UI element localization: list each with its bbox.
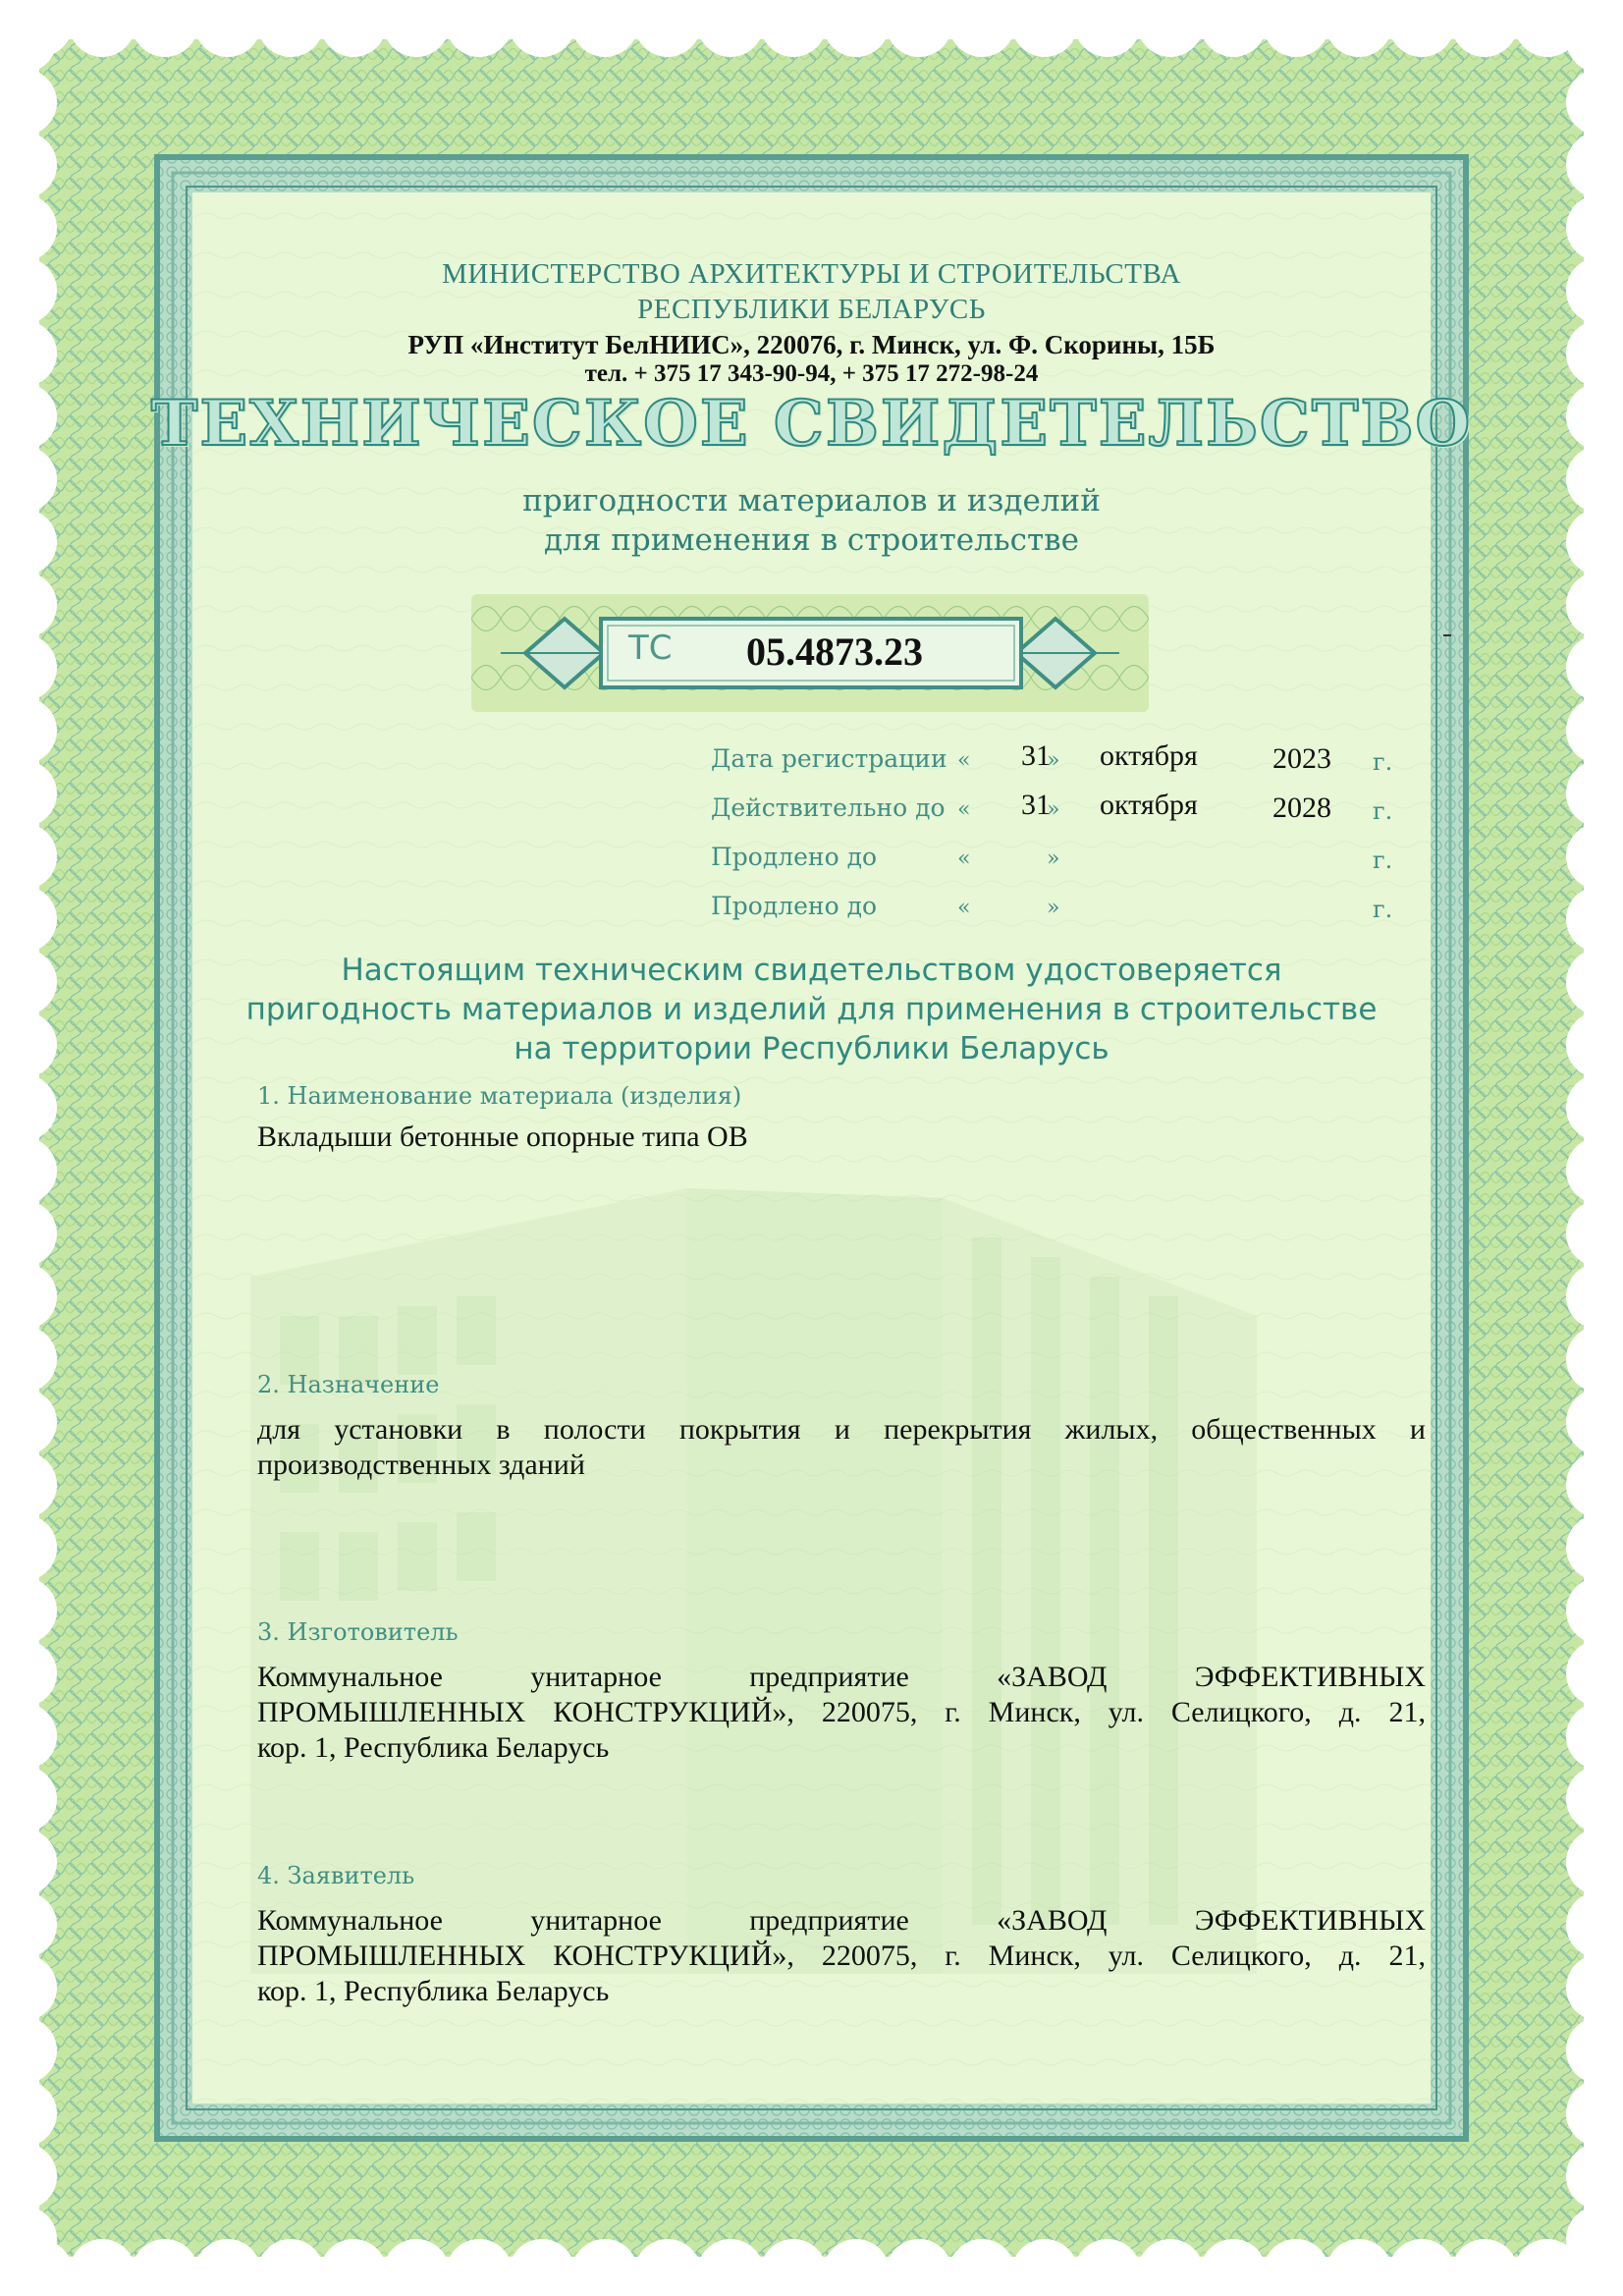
- reg-month: октября: [1100, 789, 1198, 821]
- ministry-line-1: МИНИСТЕРСТВО АРХИТЕКТУРЫ И СТРОИТЕЛЬСТВА: [442, 258, 1181, 290]
- section-text-line: ПРОМЫШЛЕННЫХ КОНСТРУКЦИЙ», 220075, г. Минск, ул. Селицкого, д. 21,: [257, 1940, 1426, 1972]
- reg-month: октября: [1100, 739, 1198, 772]
- section-label: 3. Изготовитель: [257, 1618, 459, 1646]
- year-suffix: г.: [1373, 896, 1393, 923]
- section-label: 2. Назначение: [257, 1371, 440, 1398]
- section-label: 1. Наименование материала (изделия): [257, 1082, 742, 1110]
- institute-phones: тел. + 375 17 343-90-94, + 375 17 272-98-24: [584, 360, 1039, 387]
- section-label: 4. Заявитель: [257, 1862, 415, 1889]
- subtitle-line-1: пригодности материалов и изделий: [522, 483, 1101, 519]
- section-text-line: производственных зданий: [257, 1449, 585, 1481]
- open-quote: «: [957, 896, 971, 920]
- subtitle-line-2: для применения в строительстве: [544, 522, 1079, 558]
- open-quote: «: [957, 847, 971, 871]
- open-quote: «: [957, 797, 971, 822]
- section-text-line: ПРОМЫШЛЕННЫХ КОНСТРУКЦИЙ», 220075, г. Минск, ул. Селицкого, д. 21,: [257, 1696, 1426, 1728]
- close-quote: »: [1047, 847, 1060, 871]
- certificate-number: 05.4873.23: [746, 629, 923, 674]
- reg-year: 2023: [1272, 742, 1331, 775]
- reg-day: 31: [1021, 789, 1051, 821]
- close-quote: »: [1047, 797, 1060, 822]
- statement-line-1: Настоящим техническим свидетельством удостоверяется: [341, 953, 1282, 988]
- reg-label: Продлено до: [711, 843, 878, 871]
- section-text-line: для установки в полости покрытия и перекрытия жилых, общественных и: [257, 1413, 1426, 1446]
- reg-year: 2028: [1272, 792, 1331, 824]
- institute-address: РУП «Институт БелНИИС», 220076, г. Минск, ул. Ф. Скорины, 15Б: [407, 330, 1216, 359]
- section-text-line: кор. 1, Республика Беларусь: [257, 1731, 610, 1764]
- open-quote: «: [957, 748, 971, 773]
- year-suffix: г.: [1373, 847, 1393, 874]
- ministry-line-2: РЕСПУБЛИКИ БЕЛАРУСЬ: [637, 294, 986, 325]
- section-text-line: Коммунальное унитарное предприятие «ЗАВОД ЭФФЕКТИВНЫХ: [257, 1904, 1426, 1937]
- reg-label: Действительно до: [711, 793, 946, 822]
- certificate-prefix: ТС: [628, 629, 673, 668]
- section-text-line: Коммунальное унитарное предприятие «ЗАВОД ЭФФЕКТИВНЫХ: [257, 1661, 1426, 1693]
- statement-line-2: пригодность материалов и изделий для применения в строительстве: [245, 992, 1378, 1027]
- reg-day: 31: [1021, 739, 1051, 772]
- reg-label: Дата регистрации: [711, 744, 947, 773]
- building-watermark: [250, 1188, 1257, 1974]
- section-text-line: Вкладыши бетонные опорные типа ОВ: [257, 1121, 748, 1153]
- document-title: ТЕХНИЧЕСКОЕ СВИДЕТЕЛЬСТВО: [150, 387, 1473, 461]
- reg-label: Продлено до: [711, 892, 878, 920]
- close-quote: »: [1047, 748, 1060, 773]
- statement-line-3: на территории Республики Беларусь: [514, 1031, 1109, 1066]
- section-text-line: кор. 1, Республика Беларусь: [257, 1975, 610, 2007]
- year-suffix: г.: [1373, 748, 1393, 776]
- close-quote: »: [1047, 896, 1060, 920]
- year-suffix: г.: [1373, 797, 1393, 825]
